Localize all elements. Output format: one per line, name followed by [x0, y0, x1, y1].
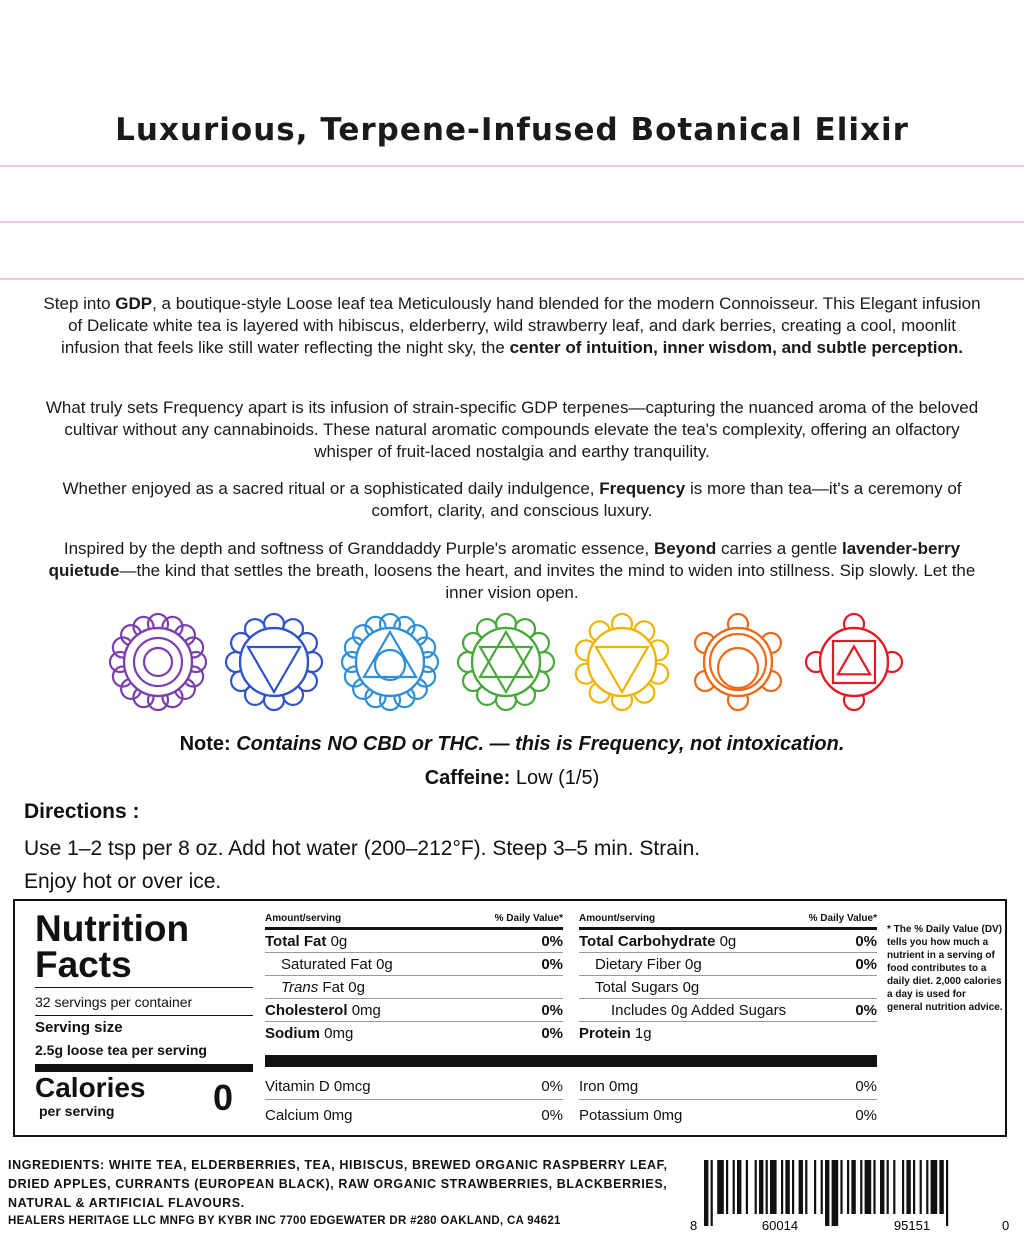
vitamin-row — [579, 1071, 877, 1100]
barcode-bar — [946, 1160, 948, 1226]
vitamin-dv: 0% — [855, 1107, 877, 1124]
barcode-bar — [746, 1160, 748, 1214]
crown-chakra-icon — [110, 614, 206, 710]
vitamin-dv: 0% — [541, 1107, 563, 1124]
directions-line-1: Use 1–2 tsp per 8 oz. Add hot water (200–212°F). Steep 3–5 min. Strain. — [24, 837, 701, 860]
caffeine-line — [0, 767, 1024, 790]
nutrient-row — [265, 999, 563, 1022]
nutrient-amount: 0mg — [324, 1025, 354, 1042]
serving-size-value: 2.5g loose tea per serving — [35, 1042, 207, 1058]
nutrient-dv: 0% — [541, 956, 563, 973]
barcode-bar — [737, 1160, 741, 1214]
p1-bold-end: center of intuition, inner wisdom, and subtle perception. — [509, 338, 963, 357]
barcode-bar — [733, 1160, 735, 1214]
nutrition-title-line-1: Nutrition — [35, 908, 190, 949]
vitamin-row — [265, 1100, 563, 1128]
heart-chakra-icon — [458, 614, 554, 710]
chakra-icons-row — [108, 606, 920, 718]
nutrient-label: Protein — [579, 1025, 631, 1042]
nutrient-column-left — [265, 911, 563, 1044]
nutrient-dv: 0% — [541, 933, 563, 950]
nutrient-dv: 0% — [855, 956, 877, 973]
barcode — [690, 1158, 1020, 1238]
barcode-bar — [906, 1160, 910, 1214]
barcode-bar — [865, 1160, 872, 1214]
barcode-bar — [873, 1160, 875, 1214]
amount-header: Amount/serving — [579, 913, 656, 924]
barcode-digit-1: 8 — [690, 1218, 698, 1233]
divider-line — [0, 221, 1024, 223]
nutrition-separator — [35, 987, 253, 988]
nutrient-dv: 0% — [855, 1002, 877, 1019]
barcode-digits-3: 95151 — [893, 1218, 931, 1233]
nutrient-dv: 0% — [541, 1025, 563, 1042]
barcode-bar — [939, 1160, 943, 1214]
p1-bold-gdp: GDP — [115, 294, 153, 313]
barcode-bar — [860, 1160, 862, 1214]
solar-plexus-chakra-icon — [576, 614, 668, 710]
nutrient-row — [265, 953, 563, 976]
barcode-bar — [814, 1160, 816, 1214]
caffeine-label: Caffeine: — [424, 767, 511, 789]
note-text: Contains NO CBD or THC. — this is Frequency, not intoxication. — [236, 733, 845, 755]
description-paragraph-3 — [40, 478, 984, 522]
barcode-bar — [902, 1160, 904, 1214]
dv-header: % Daily Value* — [494, 913, 563, 924]
divider-line — [0, 165, 1024, 167]
caffeine-value: Low (1/5) — [515, 767, 600, 789]
directions-line-2: Enjoy hot or over ice. — [24, 870, 222, 893]
barcode-bar — [755, 1160, 757, 1214]
nutrient-header — [265, 911, 563, 930]
nutrition-facts-panel — [13, 899, 1007, 1137]
vitamin-column-left — [265, 1071, 563, 1128]
barcode-bar — [821, 1160, 823, 1214]
note-line — [0, 733, 1024, 756]
barcode-bar — [781, 1160, 783, 1214]
p3-bold-frequency: Frequency — [599, 479, 686, 498]
nutrition-thick-rule — [35, 1064, 253, 1072]
barcode-bar — [847, 1160, 849, 1214]
nutrient-amount: 0g — [685, 956, 702, 973]
nutrient-row — [579, 999, 877, 1022]
description-paragraph-1 — [40, 293, 984, 359]
vitamin-label: Calcium 0mg — [265, 1107, 353, 1124]
barcode-bar — [717, 1160, 724, 1214]
nutrient-label: Total Sugars — [595, 979, 679, 996]
servings-per-container: 32 servings per container — [35, 994, 193, 1010]
barcode-bar — [931, 1160, 938, 1214]
nutrient-row — [579, 953, 877, 976]
p1-text-a: Step into — [43, 294, 116, 313]
note-label: Note: — [179, 733, 231, 755]
vitamin-dv: 0% — [855, 1078, 877, 1095]
ingredients-list: INGREDIENTS: WHITE TEA, ELDERBERRIES, TEA, HIBISCUS, BREWED ORGANIC RASPBERRY LEAF, DRIED APPLES, CURRANTS (EUROPEAN BLACK), RAW ORGANIC STRAWBERRIES, BLACKBERRIES, NATURAL & ARTIFICIAL FLAVOURS. — [8, 1158, 668, 1210]
calories-value: 0 — [213, 1077, 234, 1118]
barcode-bar — [770, 1160, 777, 1214]
vitamin-dv: 0% — [541, 1078, 563, 1095]
barcode-bar — [851, 1160, 855, 1214]
vitamin-row — [265, 1071, 563, 1100]
nutrition-title-line-2: Facts — [35, 944, 132, 985]
nutrient-amount: Fat 0g — [322, 979, 365, 996]
nutrient-label: Total Fat — [265, 933, 327, 950]
barcode-digits-2: 60014 — [761, 1218, 799, 1233]
description-paragraph-4 — [40, 538, 984, 604]
nutrient-row — [265, 976, 563, 999]
daily-value-footnote: * The % Daily Value (DV) tells you how much a nutrient in a serving of food contributes to a daily diet. 2,000 calories a day is used for general nutrition advice. — [887, 924, 1003, 1013]
barcode-bar — [805, 1160, 807, 1214]
calories-sub-label: per serving — [39, 1103, 115, 1119]
barcode-bar — [832, 1160, 839, 1226]
vitamin-label: Iron 0mg — [579, 1078, 639, 1095]
nutrient-amount: 0g — [719, 933, 737, 950]
barcode-bar — [792, 1160, 794, 1214]
nutrient-amount: 0g — [376, 956, 393, 973]
nutrient-label: Sodium — [265, 1025, 320, 1042]
nutrient-row — [579, 930, 877, 953]
p3-text-c: is more than tea—it's a ceremony of comfort, clarity, and conscious luxury. — [371, 479, 962, 520]
barcode-bar — [799, 1160, 803, 1214]
p3-text-a: Whether enjoyed as a sacred ritual or a sophisticated daily indulgence, — [62, 479, 600, 498]
manufacturer-info: HEALERS HERITAGE LLC MNFG BY KYBR INC 7700 EDGEWATER DR #280 OAKLAND, CA 94621 — [8, 1215, 561, 1227]
vitamin-column-right — [579, 1071, 877, 1128]
p4-text-c: carries a gentle — [716, 539, 842, 558]
directions-text — [24, 832, 924, 898]
nutrient-column-right — [579, 911, 877, 1044]
nutrition-separator — [35, 1015, 253, 1016]
nutrient-label: Cholesterol — [265, 1002, 348, 1019]
divider-line — [0, 278, 1024, 280]
nutrient-dv: 0% — [855, 933, 877, 950]
barcode-bar — [887, 1160, 889, 1214]
vitamin-label: Potassium 0mg — [579, 1107, 683, 1124]
amount-header: Amount/serving — [265, 913, 342, 924]
nutrient-amount: 0g — [682, 979, 700, 996]
sacral-chakra-icon — [695, 614, 781, 710]
barcode-bar — [893, 1160, 895, 1214]
nutrient-row — [579, 1022, 877, 1044]
barcode-bar — [825, 1160, 829, 1226]
throat-chakra-icon — [342, 614, 438, 710]
barcode-bar — [759, 1160, 763, 1214]
product-title: Luxurious, Terpene-Infused Botanical Elixir — [115, 112, 909, 148]
nutrition-thick-bar — [265, 1055, 877, 1067]
nutrient-label: Total Carbohydrate — [579, 933, 716, 950]
barcode-bar — [785, 1160, 789, 1214]
nutrient-amount: 0mg — [351, 1002, 381, 1019]
third-eye-chakra-icon — [226, 614, 322, 710]
nutrient-amount: 0g — [330, 933, 348, 950]
nutrient-header — [579, 911, 877, 930]
barcode-bar — [704, 1160, 708, 1226]
barcode-bar — [711, 1160, 713, 1226]
barcode-bar — [920, 1160, 922, 1214]
nutrient-label: Includes 0g Added Sugars — [611, 1002, 787, 1019]
vitamin-label: Vitamin D 0mcg — [265, 1078, 371, 1095]
p4-bold-quietude: lavender-berry quietude — [48, 539, 961, 580]
directions-heading: Directions : — [24, 800, 140, 823]
root-chakra-icon — [806, 614, 902, 710]
dv-header: % Daily Value* — [808, 913, 877, 924]
p4-bold-beyond: Beyond — [653, 539, 717, 558]
barcode-bar — [880, 1160, 884, 1214]
barcode-bar — [913, 1160, 915, 1214]
nutrient-label: Trans — [281, 979, 319, 996]
nutrient-label: Dietary Fiber — [595, 956, 681, 973]
description-paragraph-2: What truly sets Frequency apart is its infusion of strain-specific GDP terpenes—capturing the nuanced aroma of the beloved cultivar without any cannabinoids. These natural aromatic compounds elevate the tea's complexity, offering an olfactory whisper of fruit-laced nostalgia and earthy tranquility. — [45, 398, 979, 461]
calories-label: Calories — [35, 1072, 146, 1103]
nutrient-row — [265, 1022, 563, 1044]
nutrient-row — [265, 930, 563, 953]
p4-text-a: Inspired by the depth and softness of Granddaddy Purple's aromatic essence, — [63, 539, 654, 558]
barcode-bar — [766, 1160, 768, 1214]
barcode-bar — [926, 1160, 928, 1214]
nutrient-row — [579, 976, 877, 999]
barcode-bar — [840, 1160, 842, 1214]
barcode-digit-4: 0 — [1002, 1218, 1010, 1233]
nutrition-facts-title — [35, 908, 190, 985]
serving-size-label: Serving size — [35, 1019, 123, 1036]
nutrient-label: Saturated Fat — [281, 956, 372, 973]
p1-text-c: , a boutique-style Loose leaf tea Meticulously hand blended for the modern Connoisseur. This Elegant infusion of Delicate white tea is layered with hibiscus, elderberry, wild strawberry leaf, and dark berries, creating a cool, moonlit infusion that feels like still water reflecting the night sky, the — [61, 294, 981, 357]
barcode-bar — [726, 1160, 728, 1214]
vitamin-row — [579, 1100, 877, 1128]
nutrient-dv: 0% — [541, 1002, 563, 1019]
nutrient-amount: 1g — [634, 1025, 652, 1042]
p4-text-e: —the kind that settles the breath, loosens the heart, and invites the mind to widen into stillness. Sip slowly. Let the inner vision open. — [119, 561, 976, 602]
